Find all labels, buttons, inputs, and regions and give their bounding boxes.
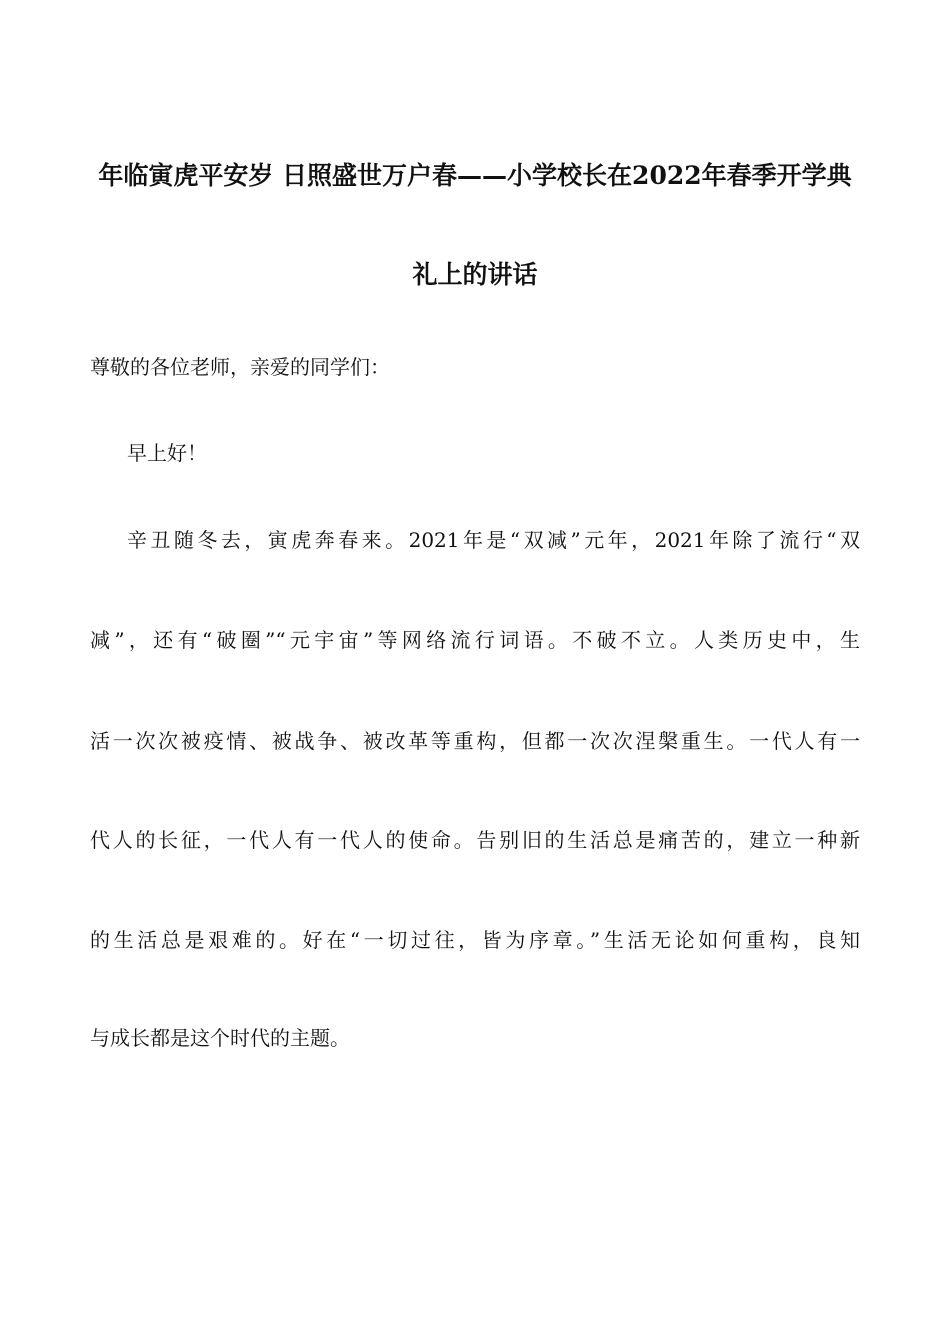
document-title-line-2: 礼上的讲话 (412, 260, 538, 289)
paragraph-line-1: 辛丑随冬去，寅虎奔春来。2021年是“双减”元年，2021年除了流行“双 (127, 528, 860, 552)
paragraph-line-6: 与成长都是这个时代的主题。 (90, 1026, 350, 1050)
paragraph-line-3: 活一次次被疫情、被战争、被改革等重构，但都一次次涅槃重生。一代人有一 (90, 729, 860, 753)
paragraph-line-4: 代人的长征，一代人有一代人的使命。告别旧的生活总是痛苦的，建立一种新 (90, 828, 860, 852)
document-title-line-1: 年临寅虎平安岁 日照盛世万户春——小学校长在2022年春季开学典 (98, 161, 852, 190)
paragraph-line-5: 的生活总是艰难的。好在“一切过往，皆为序章。”生活无论如何重构，良知 (90, 928, 860, 952)
salutation: 尊敬的各位老师，亲爱的同学们： (90, 355, 390, 379)
greeting: 早上好！ (127, 441, 207, 465)
paragraph-line-2: 减”，还有“破圈”“元宇宙”等网络流行词语。不破不立。人类历史中，生 (90, 628, 860, 652)
